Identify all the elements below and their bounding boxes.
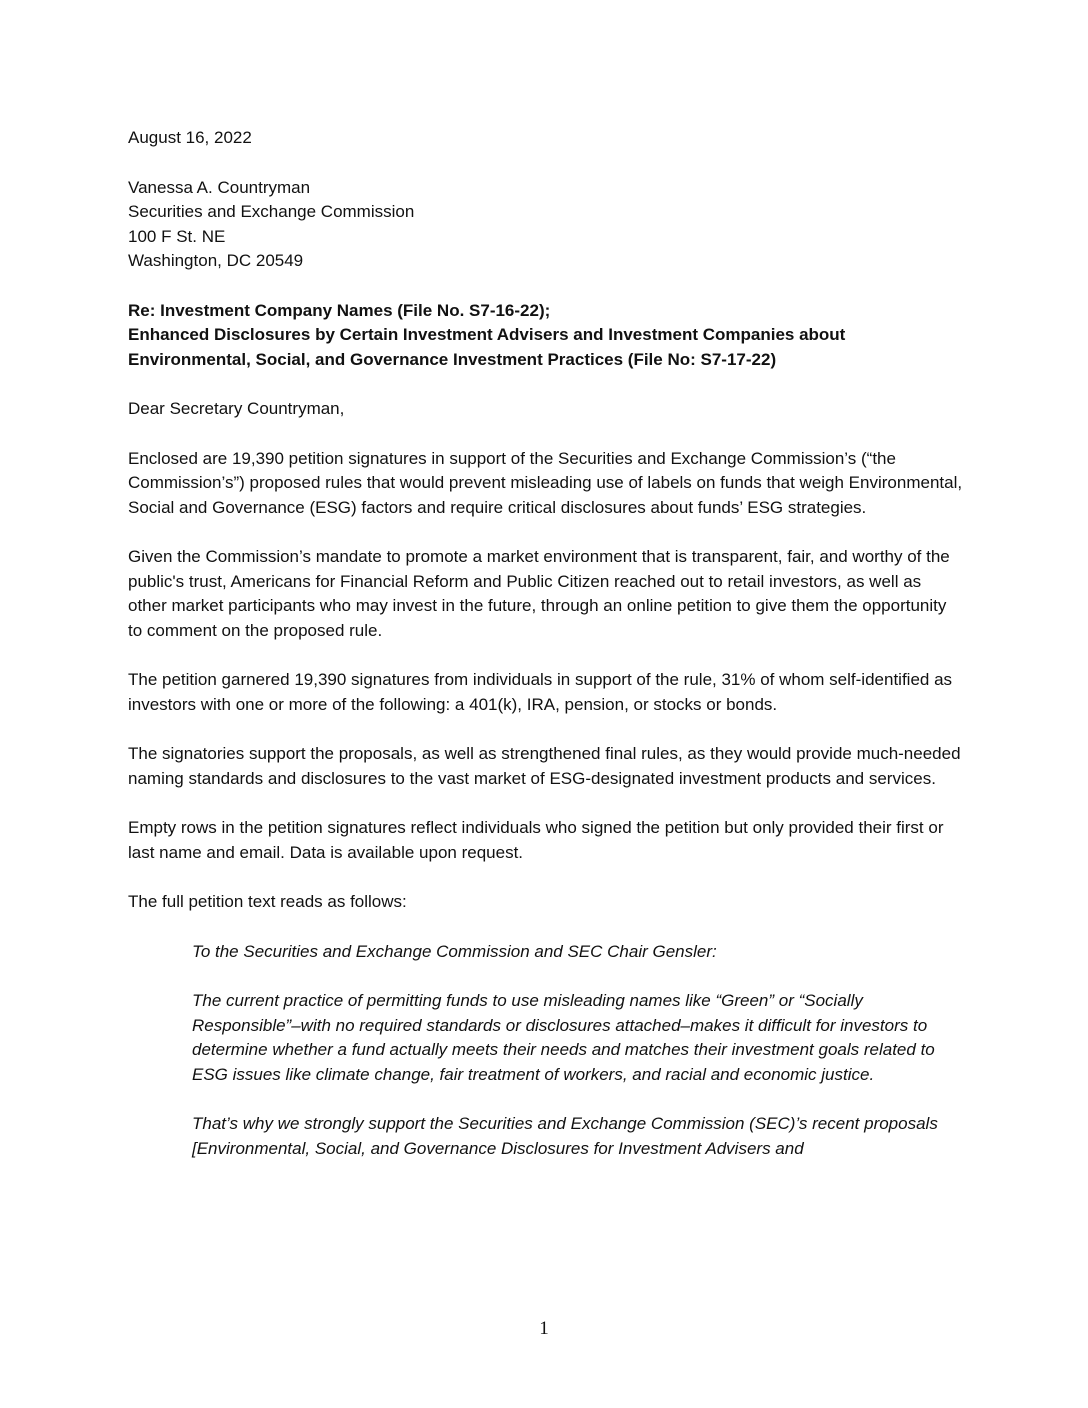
page-number: 1	[539, 1318, 549, 1339]
subject-line	[128, 299, 963, 373]
subject-line-2: Enhanced Disclosures by Certain Investment Advisers and Investment Companies about	[128, 325, 846, 344]
petition-paragraph-1: The current practice of permitting funds to use misleading names like “Green” or “Socially Responsible”–with no required standards or disclosures attached–makes it difficult for investors to determine whether a fund actually meets their needs and matches their investment goals related to ESG issues like climate change, fair treatment of workers, and racial and economic justice.	[192, 991, 935, 1084]
body-paragraph-signatures: The petition garnered 19,390 signatures from individuals in support of the rule, 31% of whom self-identified as investors with one or more of the following: a 401(k), IRA, pension, or stocks or bonds.	[128, 670, 953, 714]
body-paragraph-mandate: Given the Commission’s mandate to promote a market environment that is transparent, fair, and worthy of the public's trust, Americans for Financial Reform and Public Citizen reached out to retail investors, as well as other market participants who may invest in the future, through an online petition to give them the opportunity to comment on the proposed rule.	[128, 547, 950, 640]
body-paragraph-enclosure: Enclosed are 19,390 petition signatures in support of the Securities and Exchange Commission’s (“the Commission’s”) proposed rules that would prevent misleading use of labels on funds that weigh Environmental, Social and Governance (ESG) factors and require critical disclosures about funds’ ESG strategies.	[128, 448, 963, 517]
petition-address-line: To the Securities and Exchange Commission and SEC Chair Gensler:	[192, 941, 717, 961]
subject-line-3: Environmental, Social, and Governance Investment Practices (File No: S7-17-22)	[128, 349, 777, 369]
body-paragraph-intro-petition: The full petition text reads as follows:	[128, 892, 407, 911]
body-paragraph-support: The signatories support the proposals, as well as strengthened final rules, as they would provide much-needed naming standards and disclosures to the vast market of ESG-designated investment products and services.	[128, 744, 961, 788]
letter-date: August 16, 2022	[128, 128, 252, 147]
subject-line-1: Re: Investment Company Names (File No. S7-16-22);	[128, 300, 551, 320]
recipient-organization: Securities and Exchange Commission	[128, 202, 415, 221]
salutation: Dear Secretary Countryman,	[128, 399, 345, 418]
body-paragraph-empty-rows: Empty rows in the petition signatures reflect individuals who signed the petition but only provided their first or last name and email. Data is available upon request.	[128, 818, 944, 862]
recipient-address	[128, 176, 963, 274]
letter-body	[128, 126, 963, 1186]
petition-paragraph-2: That’s why we strongly support the Securities and Exchange Commission (SEC)’s recent proposals [Environmental, Social, and Governance Disclosures for Investment Advisers and	[192, 1114, 938, 1158]
recipient-street: 100 F St. NE	[128, 226, 226, 246]
recipient-city: Washington, DC 20549	[128, 251, 304, 270]
recipient-name: Vanessa A. Countryman	[128, 177, 311, 197]
petition-text	[192, 940, 967, 1162]
